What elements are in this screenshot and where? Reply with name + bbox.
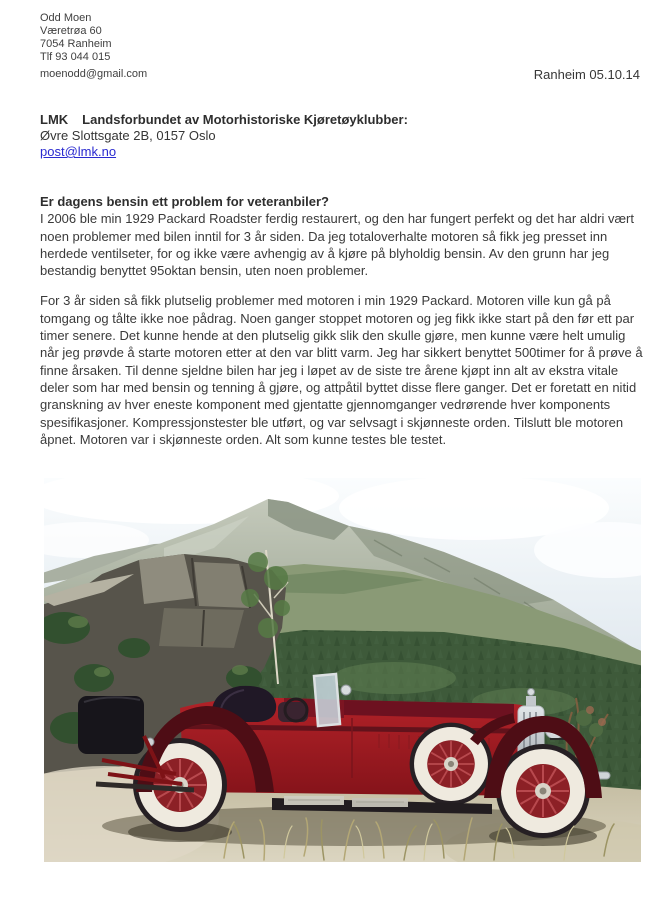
sender-email: moenodd@gmail.com: [40, 68, 148, 80]
sender-address-2: 7054 Ranheim: [40, 38, 112, 50]
sender-phone: Tlf 93 044 015: [40, 51, 111, 63]
recipient-org-abbr: LMK: [40, 112, 69, 127]
sender-address-1: Væretrøa 60: [40, 25, 102, 37]
paragraph-2: For 3 år siden så fikk plutselig problemer med motoren i min 1929 Packard. Motoren ville kun gå på tomgang og tålte ikke noe pådrag. Noen ganger stoppet motoren og jeg fikk ikke start på den før ett par timer senere. Det kunne hende at den plutselig gikk slik den skulle gjøre, men kunne være helt umulig når jeg prøvde å starte motoren etter at den var blitt varm. Jeg har sikkert benyttet 500timer for å prøve å finne årsaken. Til denne sjeldne bilen har jeg i løpet av de siste tre årene kjøpt inn alt av ekstra vitale deler som har med bensin og tenning å gjøre, og attpåtil byttet disse flere ganger. Det er foretatt en nitid granskning av hver eneste komponent med gjentatte gjennomganger vedrørende hver komponents spesifikasjoner. Kompressjonstester ble utført, og var selvsagt i skjønneste orden. Tilslutt ble motoren åpnet. Motoren var i skjønneste orden. Alt som kunne testes ble testet.: [40, 293, 643, 447]
recipient-email-link[interactable]: post@lmk.no: [40, 144, 117, 159]
photo-packard-roadster: [44, 478, 641, 862]
recipient-address: Øvre Slottsgate 2B, 0157 Oslo: [40, 128, 216, 143]
recipient-block: [40, 112, 408, 160]
dateline: Ranheim 05.10.14: [533, 67, 640, 82]
letter-body: [40, 193, 644, 448]
sender-name: Odd Moen: [40, 12, 92, 24]
photo-trunk-box: [78, 696, 154, 754]
recipient-org-name: Landsforbundet av Motorhistoriske Kjøretøyklubber:: [82, 112, 408, 127]
paragraph-1: I 2006 ble min 1929 Packard Roadster ferdig restaurert, og den har fungert perfekt og det har aldri vært noen problemer med bilen inntil for 3 år siden. Da jeg totaloverhalte motoren så fikk jeg presset inn herdede ventilseter, for og ikke være avhengig av å kjøre på blyholdig bensin. Av den grunn har jeg bestandig benyttet 95oktan bensin, uten noen problemer.: [40, 211, 635, 279]
letter-heading: Er dagens bensin ett problem for veteranbiler?: [40, 194, 329, 209]
recipient-org: [40, 112, 408, 128]
sender-block: [40, 12, 147, 81]
